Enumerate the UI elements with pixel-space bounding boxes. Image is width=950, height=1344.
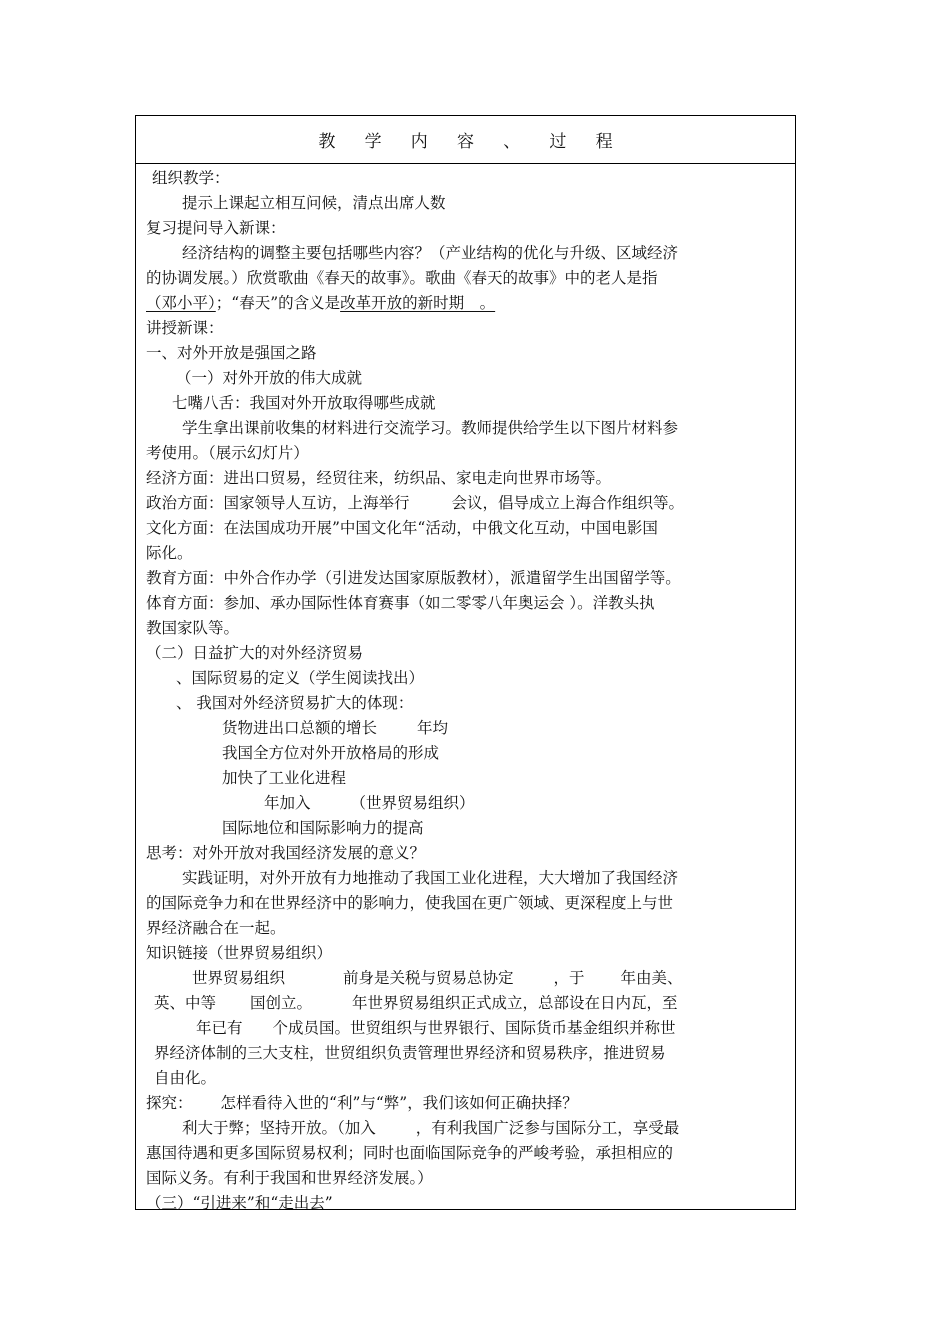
text-line: 经济方面：进出口贸易，经贸往来，纺织品、家电走向世界市场等。	[146, 469, 612, 487]
text-line: 际化。	[146, 544, 193, 562]
answer-blank: （邓小平）	[146, 294, 216, 312]
text-line: 、 我国对外经济贸易扩大的体现：	[176, 694, 414, 712]
text-line: 国际地位和国际影响力的提高	[222, 819, 424, 837]
table-title: 教 学 内 容 、 过 程	[318, 132, 625, 152]
text-line: 英、中等 国创立。 年世界贸易组织正式成立，总部设在日内瓦，至	[154, 994, 678, 1012]
text-line: 、国际贸易的定义（学生阅读找出）	[176, 669, 425, 687]
text-line: 界经济融合在一起。	[146, 919, 286, 937]
text-line: 考使用。（展示幻灯片）	[146, 444, 309, 462]
text-line: 学生拿出课前收集的材料进行交流学习。教师提供给学生以下图片材料参	[182, 419, 679, 437]
subsection-heading: （三）“引进来”和“走出去”	[146, 1194, 333, 1212]
text-line: 教育方面：中外合作办学（引进发达国家原版教材），派遣留学生出国留学等。	[146, 569, 681, 587]
text-line: 界经济体制的三大支柱，世贸组织负责管理世界经济和贸易秩序，推进贸易	[154, 1044, 666, 1062]
subsection-heading: （一）对外开放的伟大成就	[176, 369, 363, 387]
text-line: 世界贸易组织 前身是关税与贸易总协定 ，于 年由美、	[192, 969, 683, 987]
text-line: （邓小平）；“春天”的含义是改革开放的新时期 。	[146, 294, 496, 312]
text-line: 我国全方位对外开放格局的形成	[222, 744, 440, 762]
text-line: 政治方面：国家领导人互访，上海举行 会议，倡导成立上海合作组织等。	[146, 494, 685, 512]
text-line: 知识链接（世界贸易组织）	[146, 944, 333, 962]
text-line: 惠国待遇和更多国际贸易权利；同时也面临国际竞争的严峻考验，承担相应的	[146, 1144, 674, 1162]
text-line: 国际义务。有利于我国和世界经济发展。）	[146, 1169, 433, 1187]
text-line: 的协调发展。）欣赏歌曲《春天的故事》。歌曲《春天的故事》中的老人是指	[146, 269, 658, 287]
text-line: 实践证明，对外开放有力地推动了我国工业化进程，大大增加了我国经济	[182, 869, 679, 887]
section-heading: 一、对外开放是强国之路	[146, 344, 317, 362]
text-line: 教国家队等。	[146, 619, 240, 637]
text-line: 文化方面：在法国成功开展”中国文化年“活动，中俄文化互动，中国电影国	[146, 519, 658, 537]
text-line: 体育方面：参加、承办国际性体育赛事（如二零零八年奥运会 ）。洋教头执	[146, 594, 655, 612]
text-line: 经济结构的调整主要包括哪些内容？（产业结构的优化与升级、区域经济	[182, 244, 679, 262]
text-line: 年加入 （世界贸易组织）	[264, 794, 475, 812]
text-line: 讲授新课：	[146, 319, 224, 337]
text-line: 探究： 怎样看待入世的“利”与“弊”，我们该如何正确抉择？	[146, 1094, 578, 1112]
text-line: 思考：对外开放对我国经济发展的意义？	[146, 844, 426, 862]
text-line: 自由化。	[154, 1069, 217, 1087]
text-line: 复习提问导入新课：	[146, 219, 286, 237]
text-line: 货物进出口总额的增长 年均	[222, 719, 449, 737]
text-line: 提示上课起立相互问候，清点出席人数	[182, 194, 446, 212]
text-line: 的国际竞争力和在世界经济中的影响力，使我国在更广领域、更深程度上与世	[146, 894, 674, 912]
subsection-heading: （二）日益扩大的对外经济贸易	[146, 644, 364, 662]
text-line: 加快了工业化进程	[222, 769, 347, 787]
table-header	[136, 116, 795, 164]
lesson-table	[135, 115, 796, 1210]
text-line: 七嘴八舌：我国对外开放取得哪些成就	[172, 394, 436, 412]
answer-blank: 改革开放的新时期 。	[340, 294, 496, 312]
text-line: 利大于弊；坚持开放。（加入 ，有利我国广泛参与国际分工，享受最	[182, 1119, 680, 1137]
text-line: 年已有 个成员国。世贸组织与世界银行、国际货币基金组织并称世	[196, 1019, 676, 1037]
text-line: 组织教学：	[152, 169, 230, 187]
